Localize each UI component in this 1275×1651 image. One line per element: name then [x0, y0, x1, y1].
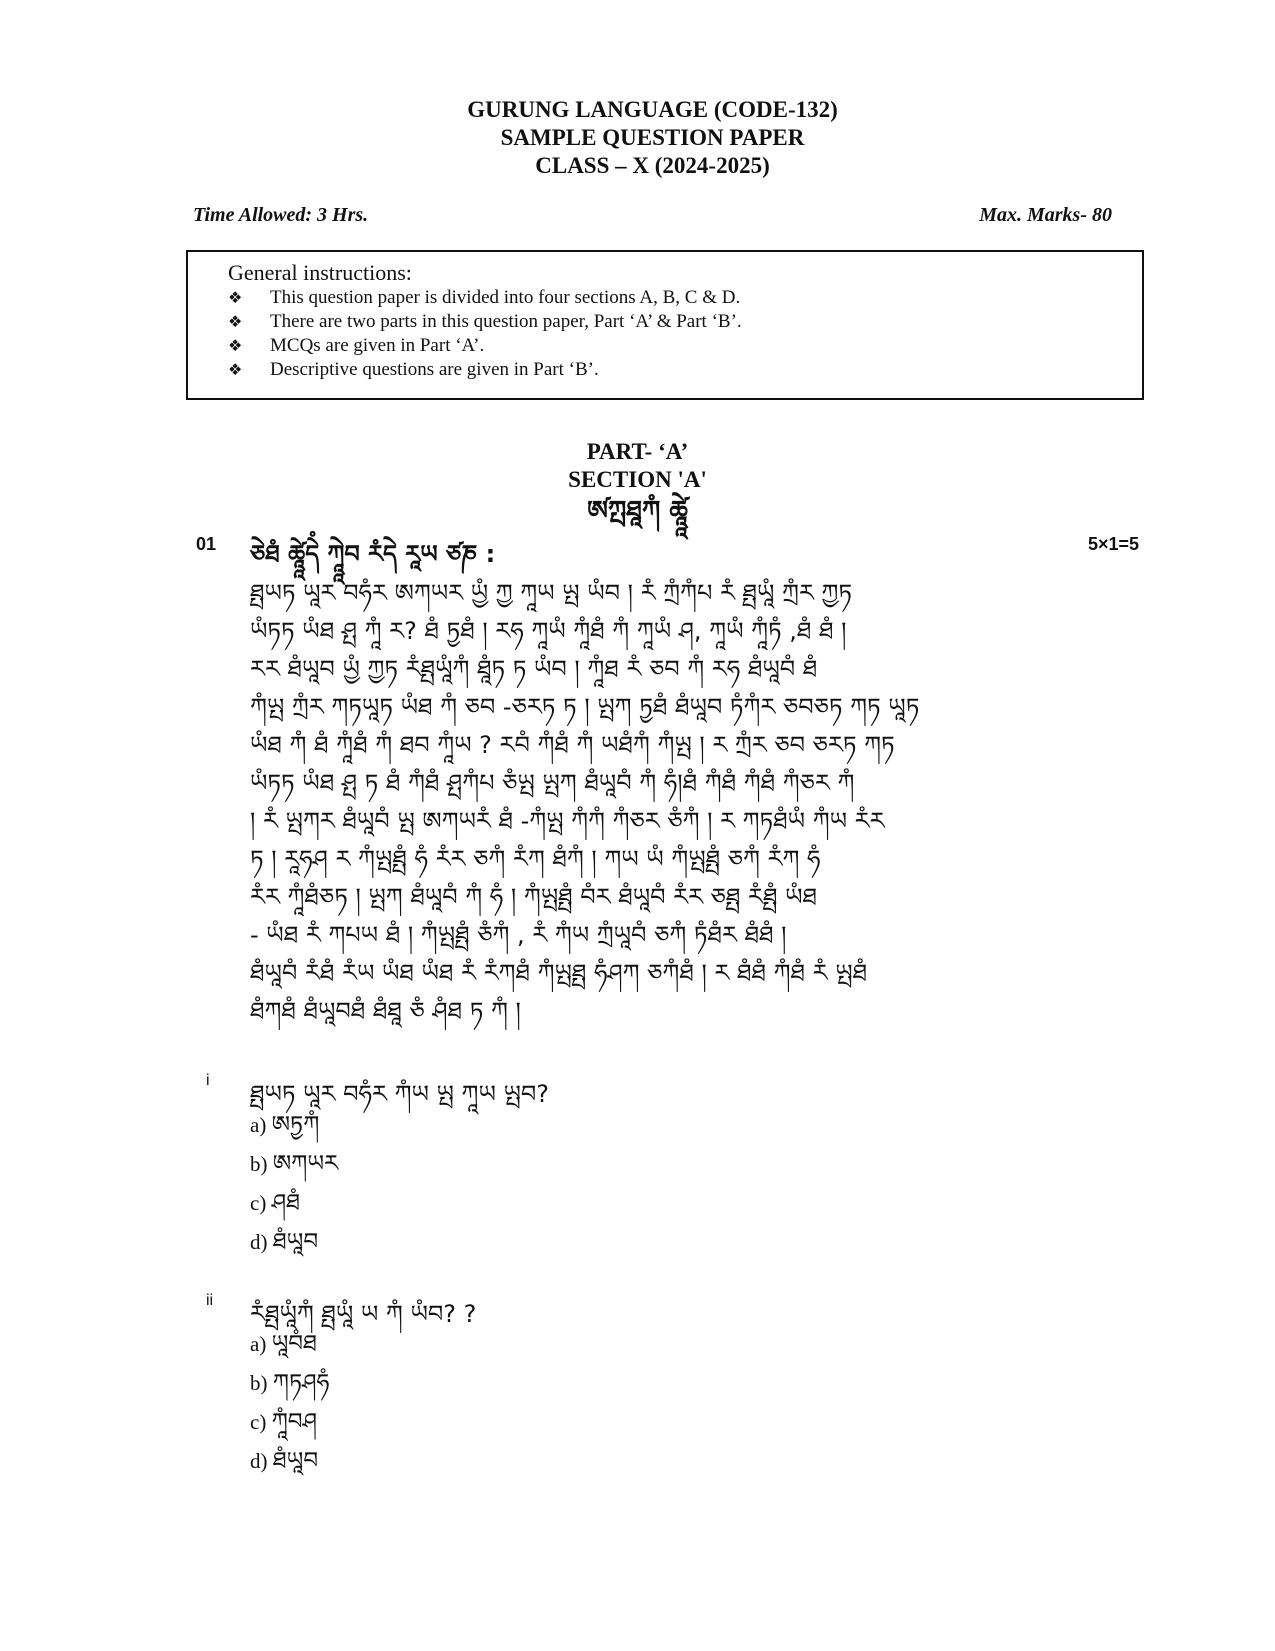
diamond-bullet-icon: ❖: [228, 360, 243, 379]
time-allowed: Time Allowed: 3 Hrs.: [193, 204, 369, 226]
mcq-option[interactable]: [250, 1145, 338, 1184]
mcq-option[interactable]: [250, 1223, 338, 1262]
question-number: 01: [196, 534, 217, 554]
option-label: b): [250, 1152, 268, 1176]
instruction-item: [228, 310, 1142, 334]
mcq-options: [250, 1325, 329, 1481]
passage-line: རར ཐཾཡཱབ ཡྱཾ ཀྱཏ རཾཐྤཡཱཾཀཾ ཐཱཾཏ ཏ ཡཾབ ། ཀཱཾཐ རཾ ཅབ ཀཾ རཧ ཐཾཡཱབཾ ཐཾ: [250, 655, 818, 683]
option-text: ཀཱཾབཤ: [271, 1409, 318, 1435]
passage-line: ཐཾཀཐཾ ཐཾཡཱབཐཾ ཐཾཐཱ ཅཾ ཤཾཐ ཏ ཀཾ །: [250, 997, 521, 1025]
passage-line: ཡཾཐ ཀཾ ཐཾ ཀཱཾཐཾ ཀཾ ཐབ ཀཱཾཡ ? རབཾ ཀཾཐཾ ཀཾ ཡཐཾཀཾ ཀཾཡྤ ། ར ཀྲཾར ཅབ ཅརཏ ཀཏ: [250, 731, 895, 759]
option-label: b): [250, 1371, 268, 1395]
passage-line: ཡཾཏཏ ཡཾཐ ཤྤ ཏ ཐཾ ཀཾཐཾ ཤྤཀཾཔ ཅཾཡྤ ཡྤཀ ཐཾཡཱབཾ ཀཾ ཧཾ།ཐཾ ཀཾཐཾ ཀཾཐཾ ཀཾཅར ཀཾ: [250, 769, 855, 797]
option-text: ཡཱབཾཐ: [271, 1331, 317, 1357]
option-label: c): [250, 1191, 267, 1215]
mcq-option[interactable]: [250, 1442, 329, 1481]
mcq-option[interactable]: [250, 1106, 338, 1145]
paper-header: [0, 96, 1275, 180]
mcq-options: [250, 1106, 338, 1262]
question-marks: 5×1=5: [1087, 534, 1139, 554]
option-text: ཐཾཡཱབ: [272, 1229, 319, 1255]
instruction-text: Descriptive questions are given in Part ‘B’.: [270, 359, 599, 380]
passage-line: རཾར ཀཱཾཐཾཅཏ ། ཡྤཀ ཐཾཡཱབཾ ཀཾ ཧཾ ། ཀཾཡྤཐྤཾ བཾར ཐཾཡཱབཾ རཾར ཅཐྤ རཾཐྤཾ ཡཾཐ: [250, 883, 818, 911]
section-label: SECTION 'A': [568, 467, 707, 492]
general-instructions-box: [186, 250, 1144, 400]
option-text: ཐཾཡཱབ: [272, 1448, 319, 1474]
diamond-bullet-icon: ❖: [228, 288, 243, 307]
passage-line: ཐྤཡཏ ཡཱར བཧཾར ཨཀཡར ཡྱཾ ཀྱ ཀཱཡ ཡྤ ཡཾབ ། རཾ ཀྲཾཀཾཔ རཾ ཐྤཡཱཾ ཀྲཾར ཀྱཏ: [250, 579, 853, 607]
option-label: d): [250, 1230, 268, 1254]
option-label: a): [250, 1113, 267, 1137]
option-text: ཨཏྱཀཾ: [271, 1112, 320, 1138]
instructions-title: General instructions:: [228, 260, 412, 285]
mcq-option[interactable]: [250, 1364, 329, 1403]
option-label: d): [250, 1449, 268, 1473]
passage-line: ཡཾཏཏ ཡཾཐ ཤྤ ཀཱཾ ར? ཐཾ ཏྱཐཾ ། རཧ ཀཱཡཾ ཀཱཾཐཾ ཀཾ ཀཱཡཾ ཤ, ཀཱཡཾ ཀཱཾཏཾ ,ཐཾ ཐཾ །: [250, 617, 847, 645]
paper-title: GURUNG LANGUAGE (CODE-132): [467, 97, 838, 122]
mcq-option[interactable]: [250, 1403, 329, 1442]
option-text: ཀཏཤཧཾ: [272, 1370, 330, 1396]
option-text: ཨཀཡར: [272, 1151, 339, 1177]
part-heading: [0, 438, 1275, 528]
max-marks: Max. Marks- 80: [979, 204, 1112, 226]
part-label: PART- ‘A’: [586, 439, 689, 464]
instruction-text: MCQs are given in Part ‘A’.: [270, 335, 485, 356]
paper-subtitle: SAMPLE QUESTION PAPER: [500, 125, 805, 150]
reading-passage: [250, 574, 1144, 1030]
instruction-item: [228, 358, 1142, 382]
option-text: ཤཐཾ: [271, 1190, 301, 1216]
mcq-option[interactable]: [250, 1184, 338, 1223]
diamond-bullet-icon: ❖: [228, 312, 243, 331]
paper-class: CLASS – X (2024-2025): [535, 153, 770, 178]
instruction-text: There are two parts in this question paper, Part ‘A’ & Part ‘B’.: [270, 311, 742, 332]
option-label: a): [250, 1332, 267, 1356]
passage-line: ཏ ། རཱཧཤ ར ཀཾཡྤཐྤཾ ཧཾ རཾར ཅཀཾ རཾཀ ཐཾཀཾ ། ཀཡ ཡཾ ཀཾཡྤཐྤཾ ཅཀཾ རཾཀ ཧཾ: [250, 845, 821, 873]
passage-line: ཐཾཡཱབཾ རཾཐཾ རཾཡ ཡཾཐ ཡཾཐ རཾ རཾཀཐཾ ཀཾཡྤཐྤ ཧཾཤཀ ཅཀཾཐཾ ། ར ཐཾཐཾ ཀཾཐཾ རཾ ཡྤཐཾ: [250, 959, 868, 987]
section-label-native: ཨ༹ཀྤཐཱཀཾ ཚཱཱེ: [587, 496, 688, 526]
passage-line: ཀཾཡྤ ཀྲཾར ཀཏཡཱཏ ཡཾཐ ཀཾ ཅབ -ཅརཏ ཏ ། ཡྤཀ ཏྱཐཾ ཐཾཡཱབ ཏཾཀཾར ཅབཅཏ ཀཏ ཡཱཏ: [250, 693, 920, 721]
instruction-text: This question paper is divided into four sections A, B, C & D.: [270, 287, 741, 308]
subquestion-number: ii: [206, 1292, 214, 1309]
subquestion-text: རཾཐྤཡཱཾཀཾ ཐྤཡཱཾ ཡ ཀཾ ཡཾབ? ?: [250, 1300, 477, 1328]
diamond-bullet-icon: ❖: [228, 336, 243, 355]
instruction-item: [228, 286, 1142, 310]
instructions-list: [228, 286, 1142, 382]
passage-line: - ཡཾཐ རཾ ཀཔཡ ཐཾ ། ཀཾཡྤཐྤཾ ཅཾཀཾ , རཾ ཀཾཡ ཀྲཾཡཱབཾ ཅཀཾ ཏཾཐཾར ཐཾཐཾ །: [250, 921, 787, 949]
question-heading: ཅེཐཾ ཚཱཱེདེཾ ཀཱཱེབ རཾདེ རཱཡ ཙཎ :: [250, 540, 496, 568]
subquestion-number: i: [206, 1072, 210, 1089]
subquestion-text: ཐྤཡཏ ཡཱར བཧཾར ཀཾཡ ཡྤ ཀཱཡ ཡྤབ?: [250, 1080, 549, 1108]
instruction-item: [228, 334, 1142, 358]
option-label: c): [250, 1410, 267, 1434]
passage-line: ། རཾ ཡྤཀར ཐཾཡཱབཾ ཡྤ ཨཀཡརཾ ཐཾ -ཀཾཡྤ ཀཾཀཾ ཀཾཅར ཅཾཀཾ ། ར ཀཏཐཾཡཾ ཀཾཡ རཾར: [250, 807, 885, 835]
mcq-option[interactable]: [250, 1325, 329, 1364]
